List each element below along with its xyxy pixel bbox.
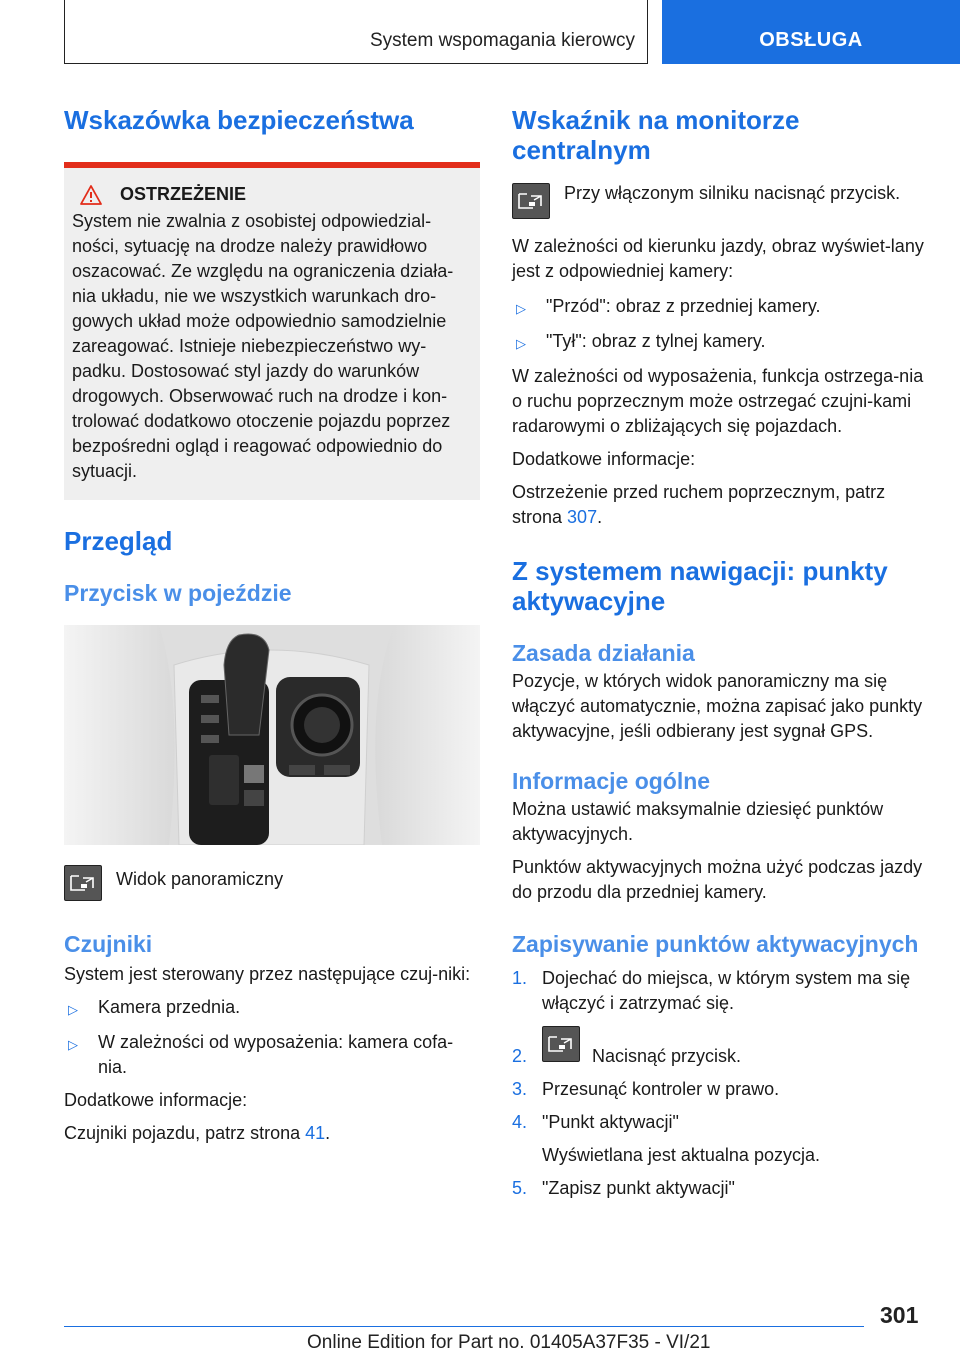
warning-triangle-icon xyxy=(80,185,102,205)
list-item: ▷ "Przód": obraz z przedniej kamery. xyxy=(512,294,924,321)
right-column xyxy=(512,100,924,1201)
press-button-row xyxy=(512,183,924,219)
sensors-intro: System jest sterowany przez następujące czuj-niki: xyxy=(64,964,471,984)
bullet-triangle-icon: ▷ xyxy=(516,301,526,316)
step-item: 4. "Punkt aktywacji" xyxy=(512,1112,679,1132)
warning-box xyxy=(64,162,480,500)
sensors-reference: Czujniki pojazdu, patrz strona 41. xyxy=(64,1123,331,1143)
edition-note: Online Edition for Part no. 01405A37F35 - VI/21 xyxy=(307,1332,711,1353)
section-tab[interactable]: OBSŁUGA xyxy=(662,0,960,64)
button-legend xyxy=(64,865,480,901)
console-photo xyxy=(64,625,480,845)
general-info-2: Punktów aktywacyjnych można użyć podczas jazdy do przodu dla przedniej kamery. xyxy=(512,857,923,902)
bullet-triangle-icon: ▷ xyxy=(516,336,526,351)
footer-divider xyxy=(64,1326,864,1327)
cross-traffic-reference: Ostrzeżenie przed ruchem poprzecznym, patrz strona 307. xyxy=(512,482,886,527)
heading-principle: Zasada działania xyxy=(512,640,695,666)
button-label: Widok panoramiczny xyxy=(116,869,284,889)
more-info-label: Dodatkowe informacje: xyxy=(64,1090,248,1110)
chapter-title: System wspomagania kierowcy xyxy=(369,30,635,51)
step-item: 2. Nacisnąć przycisk. xyxy=(512,1030,924,1069)
principle-text: Pozycje, w których widok panoramiczny ma się włączyć automatycznie, można zapisać jako punkty aktywacyjne, jeśli odbierany jest sygnał GPS. xyxy=(512,671,923,741)
step-item: 1. Dojechać do miejsca, w którym system ma się włączyć i zatrzymać się. xyxy=(512,968,911,1013)
left-column xyxy=(64,100,480,1146)
warning-text: System nie zwalnia z osobistej odpowiedzial-ności, sytuację na drodze należy prawidłowo oszacować. Ze względu na ograniczenia działa-nia układu, nie we wszystkich warunkach dro-gowych układ może odpowiednio samodzielnie zareagować. Istnieje niebezpieczeństwo wy-padku. Dostosować styl jazdy do warunków drogowych. Obserwować ruch na drodze i kon-trolować dodatkowo otoczenie pojazdu poprzez bezpośredni ogląd i reagować odpowiednio do sytuacji. xyxy=(72,211,454,481)
general-info-1: Można ustawić maksymalnie dziesięć punktów aktywacyjnych. xyxy=(512,799,884,844)
bullet-triangle-icon: ▷ xyxy=(68,1002,78,1017)
list-item: ▷ "Tył": obraz z tylnej kamery. xyxy=(512,329,924,356)
panorama-view-button-icon[interactable] xyxy=(64,865,102,901)
press-text: Przy włączonym silniku nacisnąć przycisk. xyxy=(564,183,901,203)
list-item: ▷ Kamera przednia. xyxy=(64,995,480,1022)
step-item: 3. Przesunąć kontroler w prawo. xyxy=(512,1079,780,1099)
heading-saving-points: Zapisywanie punktów aktywacyjnych xyxy=(512,931,919,957)
direction-text: W zależności od kierunku jazdy, obraz wyświet-lany jest z odpowiedniej kamery: xyxy=(512,236,924,281)
step-item: Wyświetlana jest aktualna pozycja. xyxy=(542,1145,820,1165)
heading-safety: Wskazówka bezpieczeństwa xyxy=(64,105,414,135)
heading-central-display: Wskaźnik na monitorze centralnym xyxy=(512,105,800,165)
warning-title: OSTRZEŻENIE xyxy=(120,184,247,204)
panorama-view-button-icon[interactable] xyxy=(512,183,550,219)
heading-general-info: Informacje ogólne xyxy=(512,768,711,794)
panorama-view-button-icon[interactable] xyxy=(542,1026,580,1062)
page-link-307[interactable]: 307 xyxy=(567,507,598,527)
center-console-illustration xyxy=(64,625,480,845)
heading-sensors: Czujniki xyxy=(64,931,153,957)
heading-overview: Przegląd xyxy=(64,526,173,556)
header-frame xyxy=(64,0,648,64)
page-link-41[interactable]: 41 xyxy=(305,1123,326,1143)
heading-navigation-points: Z systemem nawigacji: punkty aktywacyjne xyxy=(512,556,888,616)
equipment-text: W zależności od wyposażenia, funkcja ostrzega-nia o ruchu poprzecznym może ostrzegać czujni-kami radarowymi o zbliżających się pojazdach. xyxy=(512,366,924,436)
warning-title-row xyxy=(72,184,472,205)
more-info-label: Dodatkowe informacje: xyxy=(512,449,696,469)
list-item: ▷ W zależności od wyposażenia: kamera cofa-nia. xyxy=(64,1030,480,1080)
bullet-triangle-icon: ▷ xyxy=(68,1037,78,1052)
heading-button-in-vehicle: Przycisk w pojeździe xyxy=(64,580,292,606)
page-number: 301 xyxy=(880,1302,919,1328)
step-item: 5. "Zapisz punkt aktywacji" xyxy=(512,1178,735,1198)
